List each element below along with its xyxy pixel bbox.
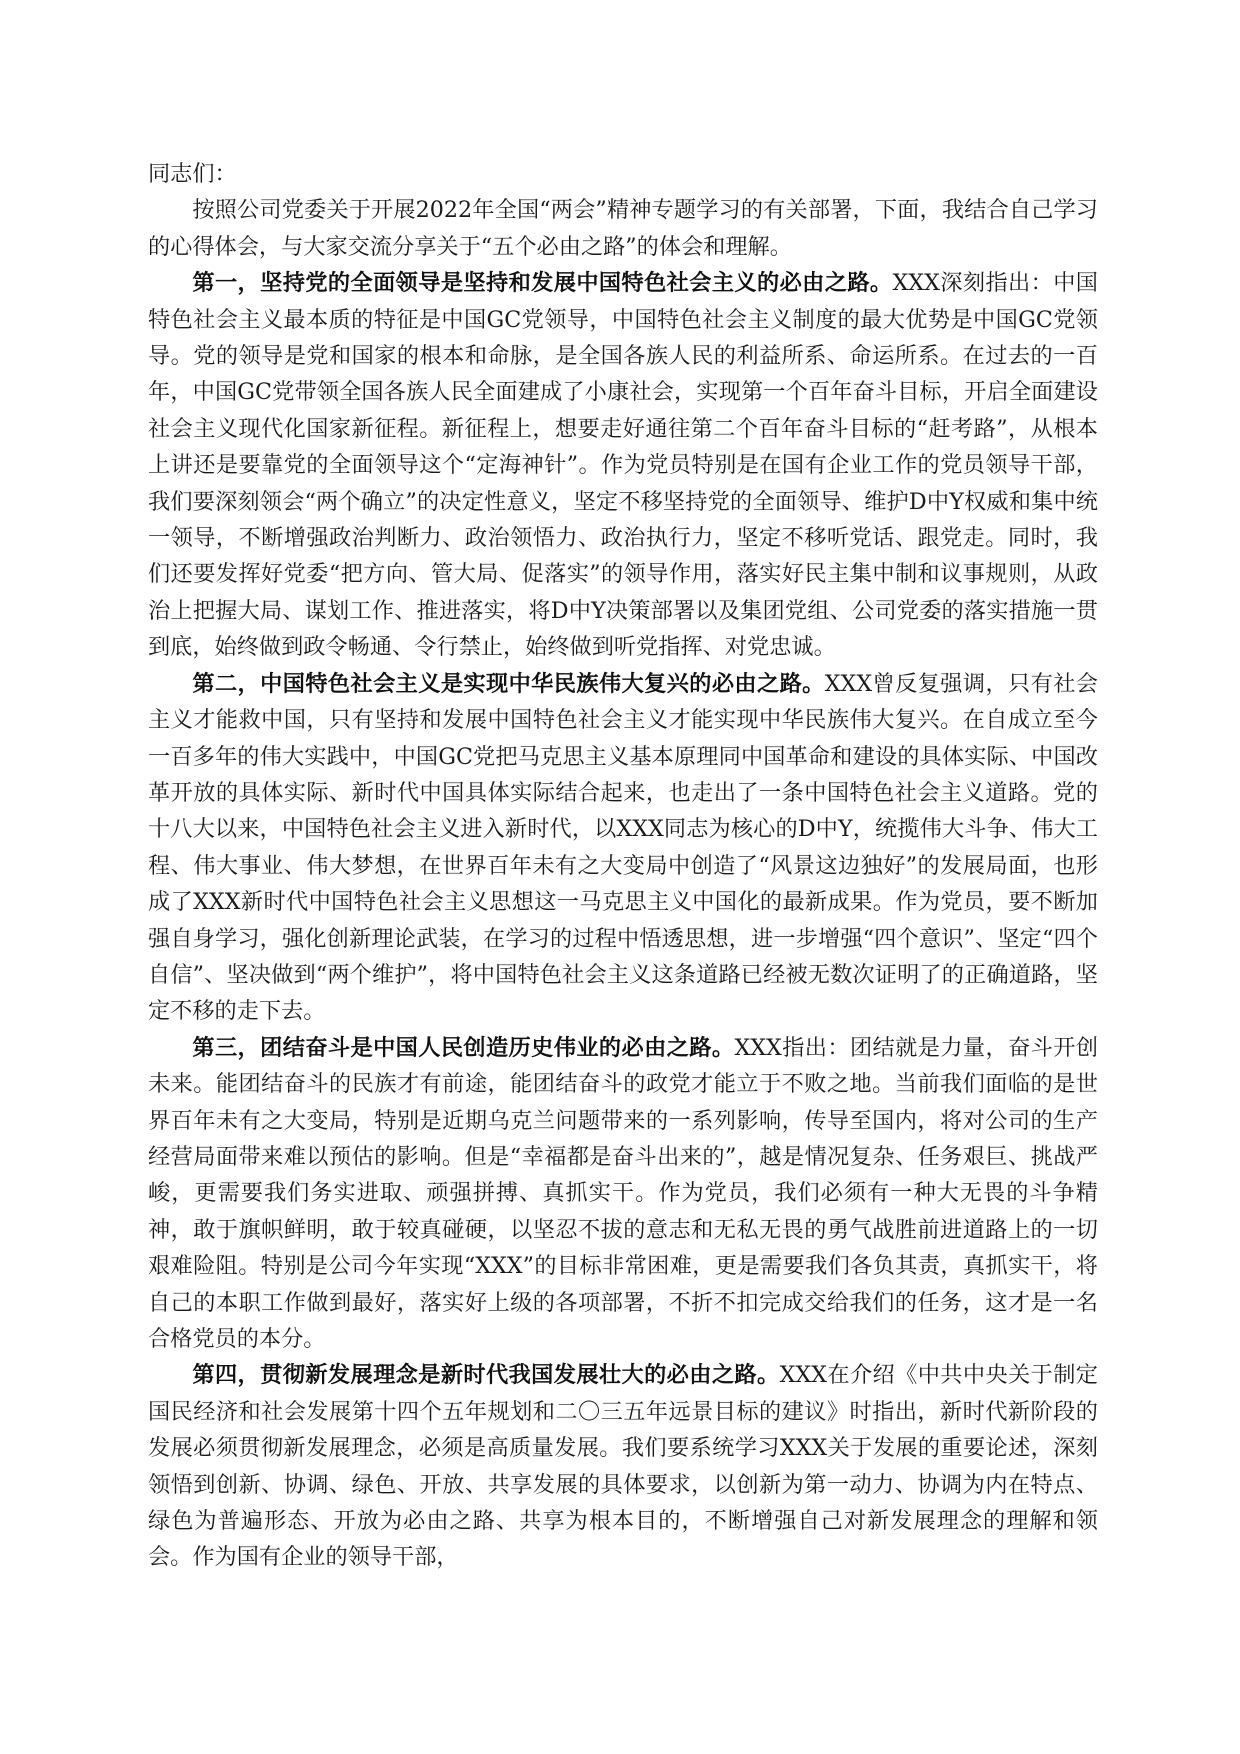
section-paragraph-4 — [148, 1357, 1098, 1575]
section-heading-1: 第一，坚持党的全面领导是坚持和发展中国特色社会主义的必由之路。 — [192, 270, 893, 297]
section-body-2: XXX曾反复强调，只有社会主义才能救中国，只有坚持和发展中国特色社会主义才能实现中华民族伟大复兴。在自成立至今一百多年的伟大实践中，中国GC党把马克思主义基本原理同中国革命和建设的具体实际、中国改革开放的具体实际、新时代中国具体实际结合起来，也走出了一条中国特色社会主义道路。党的十八大以来，中国特色社会主义进入新时代，以XXX同志为核心的D中Y，统揽伟大斗争、伟大工程、伟大事业、伟大梦想，在世界百年未有之大变局中创造了“风景这边独好”的发展局面，也形成了XXX新时代中国特色社会主义思想这一马克思主义中国化的最新成果。作为党员，要不断加强自身学习，强化创新理论武装，在学习的过程中悟透思想，进一步增强“四个意识”、坚定“四个自信”、坚决做到“两个维护”，将中国特色社会主义这条道路已经被无数次证明了的正确道路，坚定不移的走下去。 — [148, 670, 1098, 1025]
section-paragraph-2 — [148, 666, 1098, 1030]
section-paragraph-3 — [148, 1030, 1098, 1358]
section-body-4: XXX在介绍《中共中央关于制定国民经济和社会发展第十四个五年规划和二〇三五年远景目标的建议》时指出，新时代新阶段的发展必须贯彻新发展理念，必须是高质量发展。我们要系统学习XXX关于发展的重要论述，深刻领悟到创新、协调、绿色、开放、共享发展的具体要求，以创新为第一动力、协调为内在特点、绿色为普遍形态、开放为必由之路、共享为根本目的，不断增强自己对新发展理念的理解和领会。作为国有企业的领导干部， — [148, 1362, 1098, 1571]
section-paragraph-1 — [148, 265, 1098, 665]
intro-paragraph: 按照公司党委关于开展2022年全国“两会”精神专题学习的有关部署，下面，我结合自己学习的心得体会，与大家交流分享关于“五个必由之路”的体会和理解。 — [148, 197, 1098, 260]
section-body-3: XXX指出：团结就是力量，奋斗开创未来。能团结奋斗的民族才有前途，能团结奋斗的政党才能立于不败之地。当前我们面临的是世界百年未有之大变局，特别是近期乌克兰问题带来的一系列影响，传导至国内，将对公司的生产经营局面带来难以预估的影响。但是“幸福都是奋斗出来的”，越是情况复杂、任务艰巨、挑战严峻，更需要我们务实进取、顽强拼搏、真抓实干。作为党员，我们必须有一种大无畏的斗争精神，敢于旗帜鲜明，敢于较真碰硬，以坚忍不拔的意志和无私无畏的勇气战胜前进道路上的一切艰难险阻。特别是公司今年实现“XXX”的目标非常困难，更是需要我们各负其责，真抓实干，将自己的本职工作做到最好，落实好上级的各项部署，不折不扣完成交给我们的任务，这才是一名合格党员的本分。 — [148, 1034, 1099, 1352]
section-heading-4: 第四，贯彻新发展理念是新时代我国发展壮大的必由之路。 — [192, 1362, 780, 1389]
section-heading-2: 第二，中国特色社会主义是实现中华民族伟大复兴的必由之路。 — [192, 670, 825, 697]
section-heading-3: 第三，团结奋斗是中国人民创造历史伟业的必由之路。 — [192, 1034, 735, 1061]
greeting: 同志们： — [148, 161, 237, 187]
document-page — [148, 156, 1098, 1576]
section-body-1: XXX深刻指出：中国特色社会主义最本质的特征是中国GC党领导，中国特色社会主义制度的最大优势是中国GC党领导。党的领导是党和国家的根本和命脉，是全国各族人民的利益所系、命运所系。在过去的一百年，中国GC党带领全国各族人民全面建成了小康社会，实现第一个百年奋斗目标，开启全面建设社会主义现代化国家新征程。新征程上，想要走好通往第二个百年奋斗目标的“赶考路”，从根本上讲还是要靠党的全面领导这个“定海神针”。作为党员特别是在国有企业工作的党员领导干部，我们要深刻领会“两个确立”的决定性意义，坚定不移坚持党的全面领导、维护D中Y权威和集中统一领导，不断增强政治判断力、政治领悟力、政治执行力，坚定不移听党话、跟党走。同时，我们还要发挥好党委“把方向、管大局、促落实”的领导作用，落实好民主集中制和议事规则，从政治上把握大局、谋划工作、推进落实，将D中Y决策部署以及集团党组、公司党委的落实措施一贯到底，始终做到政令畅通、令行禁止，始终做到听党指挥、对党忠诚。 — [148, 270, 1098, 661]
